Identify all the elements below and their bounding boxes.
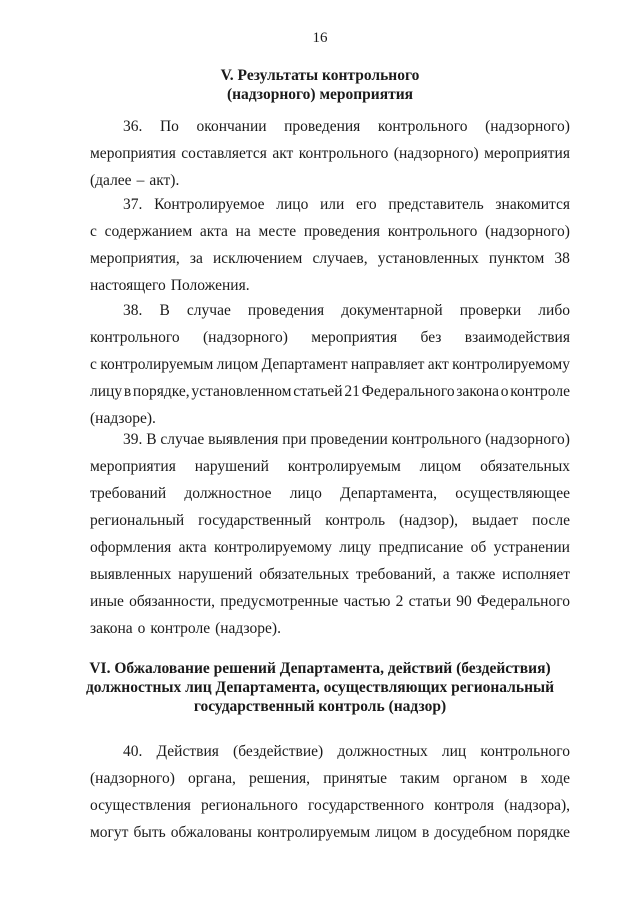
text-line [90, 593, 570, 620]
word: акта [199, 223, 228, 240]
word: или [320, 196, 345, 213]
word: проведения [247, 302, 325, 319]
word: 21 [344, 383, 360, 400]
word: Контролируемое [154, 196, 265, 213]
word: Департамент [261, 356, 348, 373]
text-line [90, 118, 570, 145]
word: мероприятия [90, 145, 176, 162]
word: с [90, 223, 97, 240]
word: должностных [337, 743, 428, 760]
word: с [90, 356, 97, 373]
heading-line: государственный контроль (надзор) [193, 698, 447, 715]
word: В [159, 302, 170, 319]
word: (надзора), [504, 797, 570, 814]
word: По [159, 118, 179, 135]
word: – [136, 172, 145, 189]
word: в [520, 770, 528, 787]
word: 2 [395, 593, 404, 610]
word: частью [343, 593, 391, 610]
word: государственного [308, 797, 424, 814]
text-line [90, 824, 570, 851]
word: за [189, 250, 203, 267]
word: (надзорного) [203, 329, 288, 346]
word: исключением [212, 250, 303, 267]
word: должностное [184, 485, 272, 502]
word: (надзорного) [393, 145, 479, 162]
word: органа, [188, 770, 236, 787]
word: на [235, 223, 251, 240]
section-5-heading [60, 66, 580, 104]
word: обязанности, [129, 593, 216, 610]
word: контроле [150, 620, 211, 637]
text-line [90, 223, 570, 250]
word: региональный [90, 512, 185, 529]
word: контрольного [377, 118, 468, 135]
paragraph-36 [90, 118, 570, 199]
word: (надзоре). [215, 620, 281, 637]
text-line [90, 620, 570, 647]
text-line [90, 383, 570, 410]
word: 39. [123, 431, 143, 448]
word: месте [258, 223, 297, 240]
word: закона [90, 620, 133, 637]
word: досудебном [434, 824, 513, 841]
text-line [90, 485, 570, 512]
word: либо [538, 302, 570, 319]
word: выдает [471, 512, 519, 529]
word: настоящего [90, 277, 166, 294]
word: ходе [540, 770, 570, 787]
word: регионального [201, 797, 298, 814]
word: случае [186, 302, 231, 319]
paragraph-38 [90, 302, 570, 437]
word: знакомится [495, 196, 570, 213]
word: о [137, 620, 146, 637]
word: контрольного [90, 329, 180, 346]
text-line [90, 566, 570, 593]
word: документарной [341, 302, 443, 319]
heading-line: (надзорного) мероприятия [226, 86, 414, 103]
text-line [90, 302, 570, 329]
word: лицом [216, 356, 259, 373]
word: оформления [90, 539, 172, 556]
word: контроль [325, 512, 386, 529]
text-line [90, 329, 570, 356]
word: акт [272, 145, 294, 162]
text-line [90, 458, 570, 485]
text-line [90, 145, 570, 172]
word: контролируемому [213, 539, 332, 556]
word: проверки [459, 302, 522, 319]
word: (бездействие) [233, 743, 324, 760]
text-line [90, 172, 570, 199]
word: контрольного [480, 743, 570, 760]
word: нарушений [178, 566, 253, 583]
word: лицо [276, 196, 309, 213]
word: пунктом [488, 250, 545, 267]
word: контроля [434, 797, 494, 814]
word: об [470, 539, 487, 556]
word: 38. [123, 302, 143, 319]
page-number: 16 [312, 30, 328, 46]
word: статьи [408, 593, 452, 610]
word: контролируемым [287, 458, 401, 475]
word: мероприятия, [90, 250, 180, 267]
word: лицо [289, 485, 322, 502]
word: проведении [310, 431, 388, 448]
word: а [442, 566, 450, 583]
word: осуществления [90, 797, 191, 814]
word: контролируемым [257, 824, 371, 841]
word: порядке, [132, 383, 190, 400]
text-line [90, 512, 570, 539]
word: (надзорного) [485, 223, 570, 240]
word: лицу [339, 539, 372, 556]
word: случаев, [312, 250, 368, 267]
word: выявленных [90, 566, 172, 583]
word: закона [456, 383, 500, 400]
word: устранении [493, 539, 570, 556]
word: случае [160, 431, 205, 448]
word: органом [452, 770, 508, 787]
word: (надзор), [399, 512, 458, 529]
word: установленных [377, 250, 479, 267]
word: без [420, 329, 442, 346]
text-line [90, 431, 570, 458]
word: проведения [284, 118, 361, 135]
word: при [282, 431, 307, 448]
word: составляется [181, 145, 267, 162]
paragraph-40 [90, 743, 570, 851]
word: обязательных [480, 458, 570, 475]
word: акт). [149, 172, 180, 189]
word: контролируемым [100, 356, 214, 373]
text-line [90, 770, 570, 797]
word: 38 [554, 250, 570, 267]
word: акта [178, 539, 207, 556]
word: статьей [293, 383, 343, 400]
word: также [456, 566, 496, 583]
word: осуществляющее [455, 485, 570, 502]
word: обжалованы [170, 824, 252, 841]
word: контролируемому [452, 356, 570, 373]
word: (надзорного) [485, 431, 570, 448]
word: мероприятия [484, 145, 570, 162]
word: после [532, 512, 570, 529]
word: проведения [303, 223, 381, 240]
word: иные [90, 593, 124, 610]
word: установленном [191, 383, 292, 400]
section-6-heading [60, 659, 580, 716]
word: быть [133, 824, 166, 841]
word: (надзоре). [90, 410, 156, 427]
word: лиц [441, 743, 467, 760]
word: (надзорного) [485, 118, 570, 135]
word: требований [90, 485, 167, 502]
word: акт [427, 356, 449, 373]
word: 37. [123, 196, 143, 213]
heading-line: должностных лиц Департамента, осуществляющих региональный [85, 679, 555, 696]
word: 40. [123, 743, 143, 760]
word: мероприятия [311, 329, 398, 346]
word: о [500, 383, 509, 400]
paragraph-37 [90, 196, 570, 304]
word: (надзорного) [90, 770, 175, 787]
word: Департамента, [340, 485, 438, 502]
word: государственный [198, 512, 312, 529]
word: окончании [196, 118, 267, 135]
word: принятые [323, 770, 388, 787]
word: лицом [375, 824, 417, 841]
text-line [90, 277, 570, 304]
word: контроле [510, 383, 570, 400]
word: требований, [355, 566, 436, 583]
heading-line: VI. Обжалование решений Департамента, действий (бездействия) [89, 660, 551, 677]
word: контрольного [391, 431, 482, 448]
word: обязательных [259, 566, 350, 583]
word: 36. [123, 118, 143, 135]
text-line [90, 196, 570, 223]
word: выявления [208, 431, 279, 448]
word: Федерального [476, 593, 570, 610]
word: предписание [378, 539, 464, 556]
word: могут [90, 824, 129, 841]
word: контрольного [387, 223, 478, 240]
word: содержанием [104, 223, 193, 240]
word: лицу [90, 383, 123, 400]
word: Положения. [170, 277, 250, 294]
text-line [90, 797, 570, 824]
heading-line: V. Результаты контрольного [220, 67, 420, 84]
word: В [146, 431, 157, 448]
word: 90 [456, 593, 472, 610]
paragraph-39 [90, 431, 570, 647]
word: нарушений [194, 458, 269, 475]
word: Действия [156, 743, 219, 760]
word: таким [400, 770, 440, 787]
text-line [90, 539, 570, 566]
word: (далее [90, 172, 132, 189]
word: представитель [388, 196, 484, 213]
word: взаимодействия [464, 329, 570, 346]
word: предусмотренные [220, 593, 339, 610]
text-line [90, 356, 570, 383]
word: Федерального [361, 383, 455, 400]
word: в [123, 383, 132, 400]
text-line [90, 743, 570, 770]
word: в [421, 824, 430, 841]
word: направляет [350, 356, 425, 373]
word: порядке [517, 824, 570, 841]
word: мероприятия [90, 458, 176, 475]
word: лицом [419, 458, 462, 475]
word: исполняет [502, 566, 570, 583]
word: его [356, 196, 377, 213]
word: решения, [248, 770, 311, 787]
word: контрольного [298, 145, 389, 162]
text-line [90, 250, 570, 277]
